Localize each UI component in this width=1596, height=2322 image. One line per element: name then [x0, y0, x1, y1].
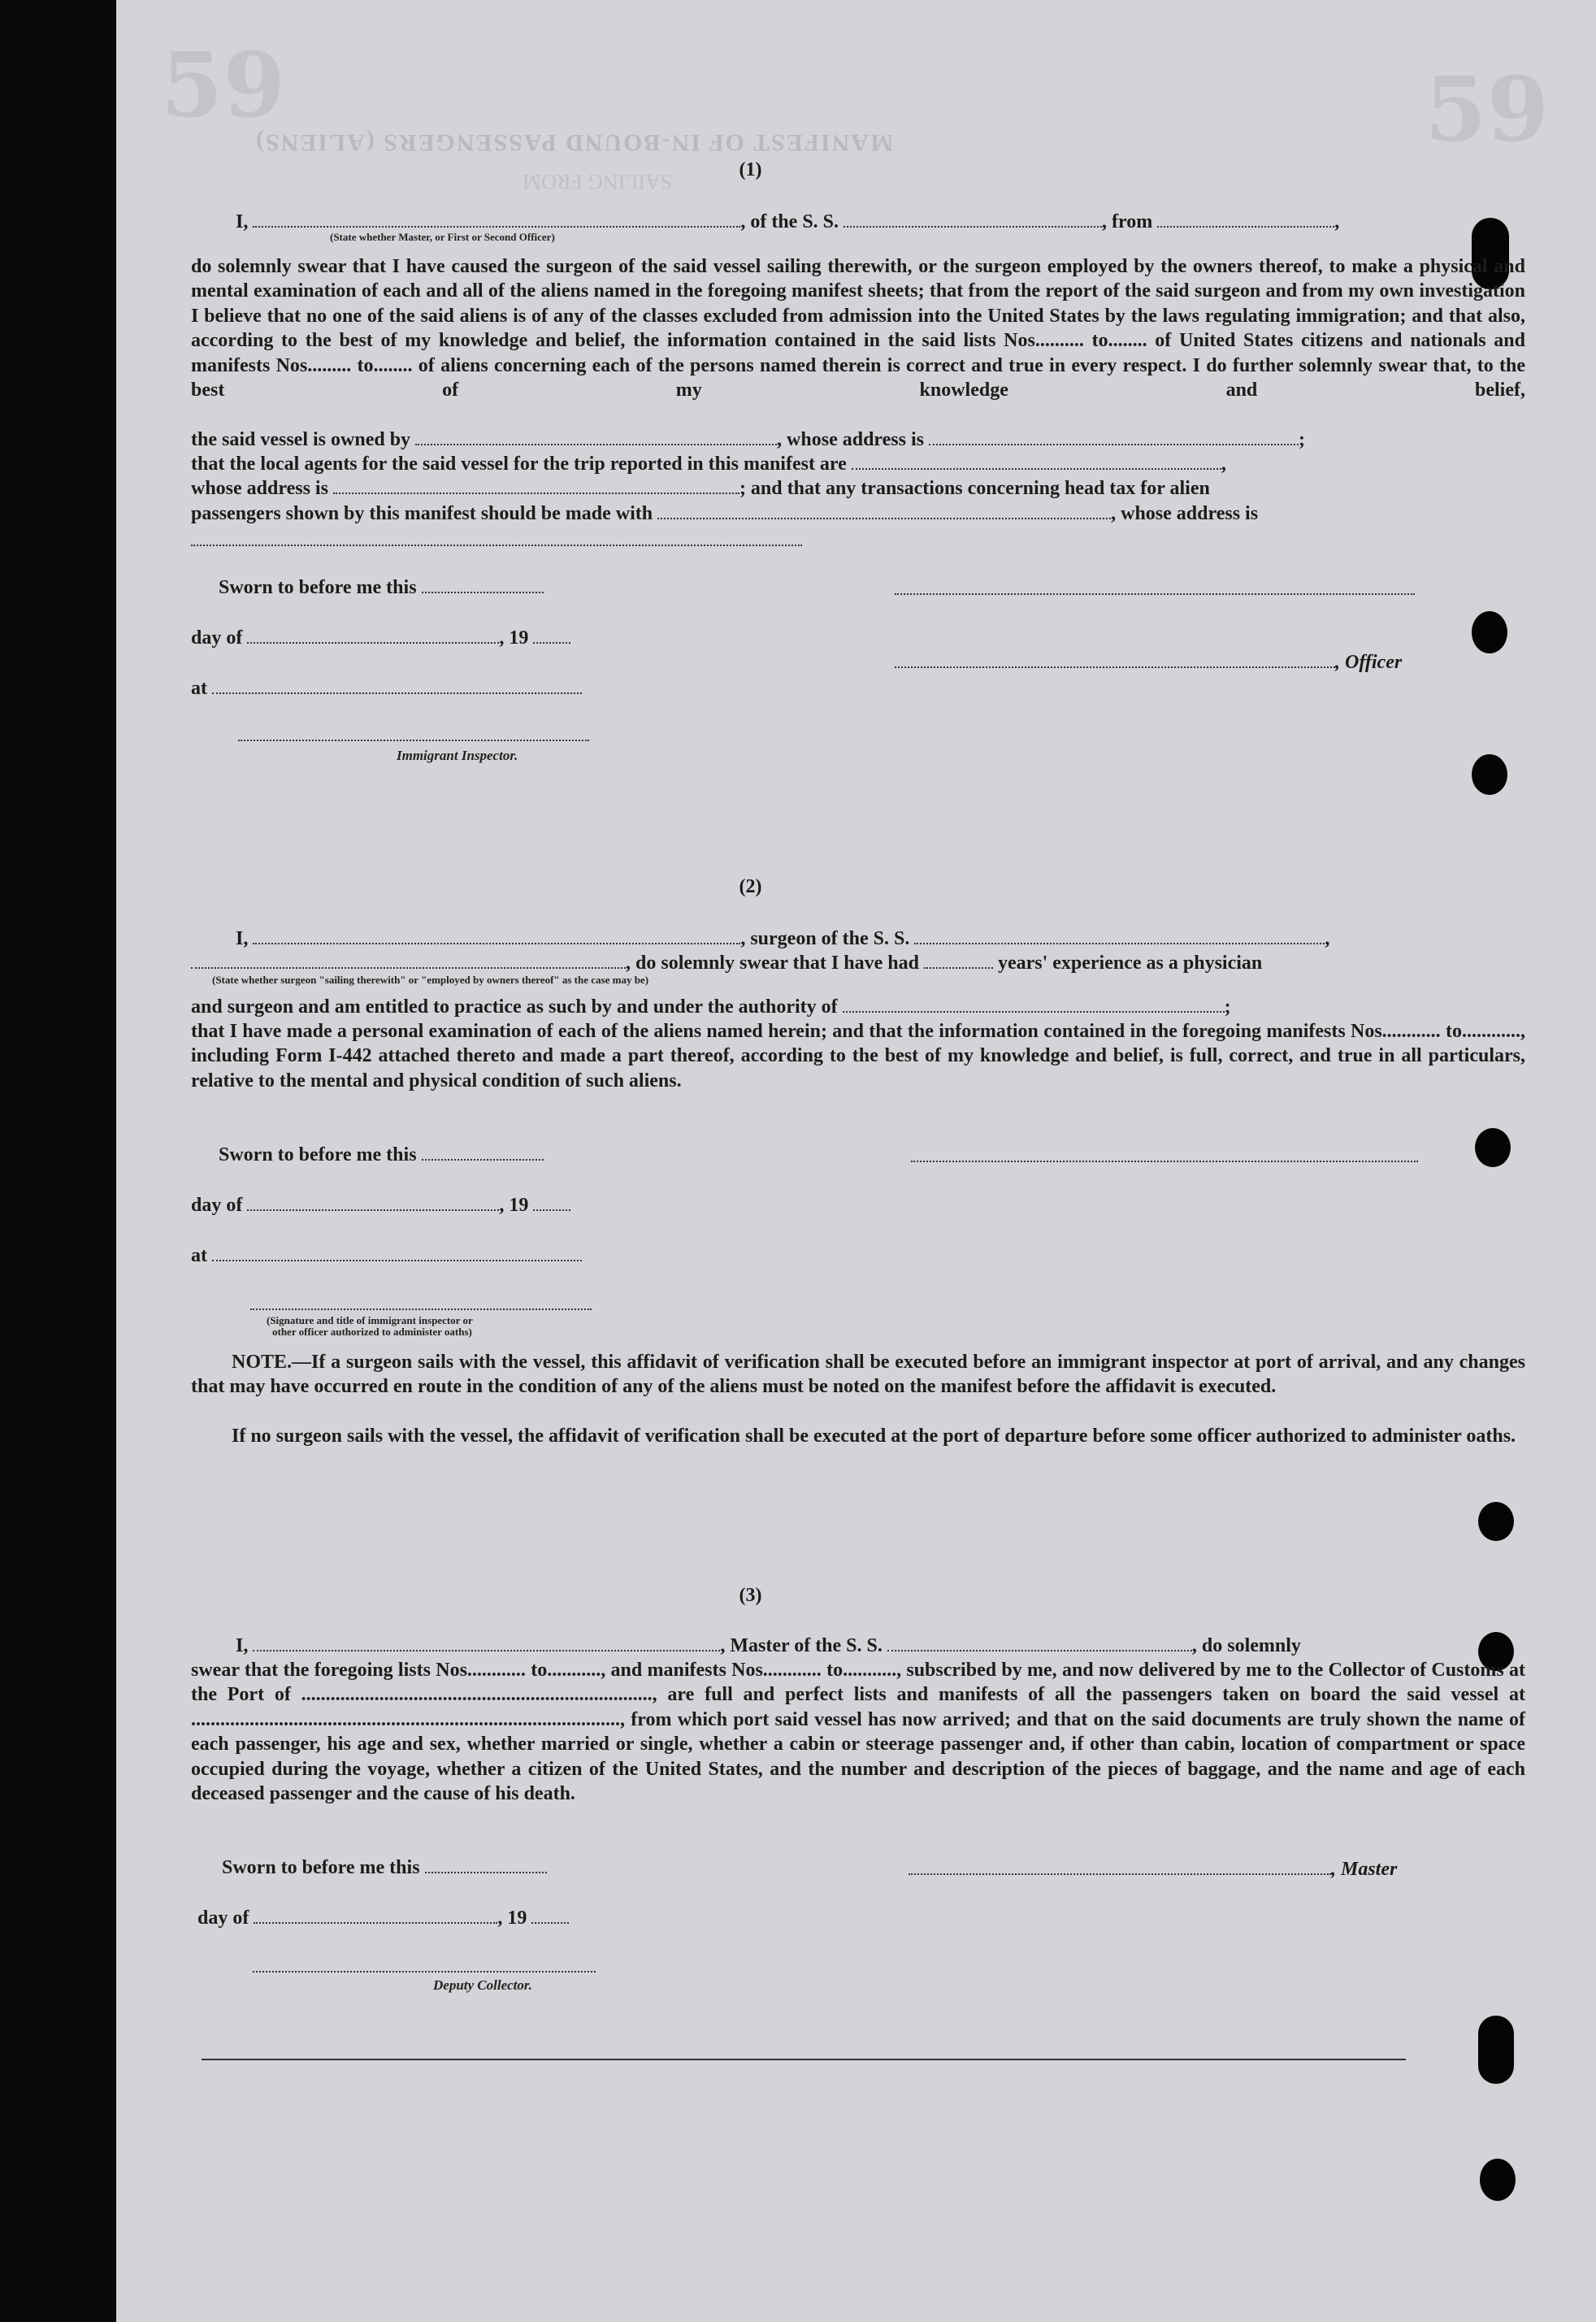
- s3-nineteen: , 19: [497, 1908, 527, 1929]
- s2-do-solemnly: , do solemnly swear that I have had: [626, 953, 919, 974]
- s1-owned-line: the said vessel is owned by , whose address is ;: [191, 429, 1305, 450]
- binder-hole: [1478, 1502, 1514, 1541]
- binder-hole: [1480, 2159, 1516, 2201]
- s2-paragraph: that I have made a personal examination of each of the aliens named herein; and that the information contained in the foregoing manifests Nos............ to............, including Form I-442 attached thereto and made a part thereof, according to the best of my knowledge and belief, is full, correct, and true in all particulars, relative to the mental and physical condition of such aliens.: [191, 1021, 1525, 1092]
- s2-note-2: [191, 1424, 1525, 1448]
- s2-caption: (State whether surgeon "sailing therewith" or "employed by owners thereof" as the case may be): [212, 974, 649, 986]
- s3-collector-rule: [253, 1971, 596, 1973]
- s2-signature-rule: [911, 1161, 1418, 1162]
- s1-owned-by: the said vessel is owned by: [191, 429, 411, 450]
- s3-sworn: Sworn to before me this: [222, 1857, 420, 1878]
- s2-at-line: [191, 1243, 582, 1267]
- s3-master-line: [909, 1857, 1397, 1881]
- s2-years-exp: years' experience as a physician: [997, 953, 1263, 974]
- s2-day-line: [191, 1193, 570, 1217]
- s2-inspector-rule: [250, 1309, 592, 1310]
- s2-i: I,: [236, 928, 249, 949]
- s1-at-line: [191, 676, 582, 700]
- section-3-number: (3): [739, 1585, 762, 1606]
- s1-local-agents: that the local agents for the said vessel for the trip reported in this manifest are: [191, 454, 847, 475]
- s1-of-ss: , of the S. S.: [740, 211, 839, 232]
- section-1-number: (1): [739, 159, 762, 180]
- s1-whose-address-2: whose address is: [191, 478, 328, 499]
- s1-line1: I, , of the S. S. , from ,: [236, 211, 1340, 232]
- s1-agents-line: that the local agents for the said vessel for the trip reported in this manifest are ,: [191, 454, 1226, 475]
- s2-authority: and surgeon and am entitled to practice as such by and under the authority of: [191, 996, 838, 1018]
- s2-day-of: day of: [191, 1195, 243, 1216]
- bottom-rule: [202, 2059, 1406, 2060]
- s1-nineteen: , 19: [499, 627, 529, 649]
- s1-at: at: [191, 678, 207, 699]
- bleed-through-header: MANIFEST OF IN-BOUND PASSENGERS (ALIENS): [254, 129, 894, 156]
- s1-officer: , Officer: [1335, 652, 1403, 673]
- s1-headtax-line: [191, 476, 1210, 500]
- s1-officer-signature-rule: [895, 593, 1415, 595]
- s3-line1: [236, 1634, 1301, 1657]
- s1-inspector-rule: [238, 740, 589, 741]
- binder-hole: [1472, 754, 1507, 795]
- s3-day-of: day of: [197, 1908, 249, 1929]
- s1-head-tax: ; and that any transactions concerning head tax for alien: [739, 478, 1210, 499]
- s2-sig-caption-1: (Signature and title of immigrant inspector or: [267, 1314, 473, 1326]
- s2-sig-caption-2: other officer authorized to administer oaths): [272, 1326, 472, 1338]
- s2-sworn-line: [219, 1143, 544, 1166]
- section-2-number: (2): [739, 876, 762, 897]
- s1-paragraph: do solemnly swear that I have caused the surgeon of the said vessel sailing therewith, or the surgeon employed by the owners thereof, to make a physical and mental examination of each and all of the aliens named in the foregoing manifest sheets; that from the report of the said surgeon and from my own investigation I believe that no one of the said aliens is of any of the classes excluded from admission into the United States by the laws regulating immigration; and that also, according to the best of my knowledge and belief, the information contained in the said lists Nos.......... to........ of United States citizens and nationals and manifests Nos......... to........ of aliens concerning each of the persons named therein is correct and true in every respect. I do further solemnly swear that, to the best of my knowledge and belief,: [191, 256, 1525, 401]
- s2-at: at: [191, 1245, 207, 1266]
- s3-do-solemnly: , do solemnly: [1191, 1635, 1301, 1656]
- s3-master-of: , Master of the S. S.: [720, 1635, 883, 1656]
- s1-address-rule: [191, 545, 802, 546]
- s1-passengers-shown: passengers shown by this manifest should be made with: [191, 503, 653, 524]
- s1-whose-address-3: , whose address is: [1111, 503, 1259, 524]
- s3-paragraph: swear that the foregoing lists Nos............ to..........., and manifests Nos............ to..........., subscribed by me, and now delivered by me to the Collector of Customs at the Port of ........................................................................, are full and perfect lists and manifests of all the passengers taken on board the said vessel at ........................................................................................, from which port said vessel has now arrived; and that on the said documents are truly shown the name of each passenger, his age and sex, whether married or single, whether a cabin or steerage passenger and, if other than cabin, location of compartment or space occupied during the voyage, whether a citizen of the United States, and the number and description of the pieces of baggage, and the name and age of each deceased passenger and the cause of his death.: [191, 1660, 1525, 1805]
- s3-sworn-line: [222, 1855, 547, 1879]
- s1-officer-line: [895, 650, 1402, 674]
- s1-immigrant-inspector: Immigrant Inspector.: [397, 748, 518, 763]
- s1-sworn: Sworn to before me this: [219, 577, 417, 598]
- s3-deputy-collector: Deputy Collector.: [433, 1977, 532, 1993]
- page-number-stamp-right: 59: [1425, 57, 1550, 162]
- s2-authority-line: and surgeon and am entitled to practice as such by and under the authority of ;: [191, 996, 1231, 1018]
- s1-i: I,: [236, 211, 249, 232]
- s1-day-line: [191, 626, 570, 649]
- s2-note-1: [191, 1350, 1525, 1400]
- s1-sworn-line: [219, 575, 544, 599]
- s2-note-1-text: NOTE.—If a surgeon sails with the vessel, this affidavit of verification shall be executed before an immigrant inspector at port of arrival, and any changes that may have occurred en route in the condition of any of the aliens must be noted on the manifest before the affidavit is executed.: [191, 1352, 1525, 1398]
- s1-from: , from: [1102, 211, 1153, 232]
- s1-caption: (State whether Master, or First or Second Officer): [330, 231, 555, 243]
- s2-surgeon-of: , surgeon of the S. S.: [740, 928, 910, 949]
- page-number-stamp-left: 59: [161, 33, 286, 137]
- s1-day-of: day of: [191, 627, 243, 649]
- document-page: [116, 0, 1596, 2322]
- s3-master: , Master: [1331, 1859, 1398, 1880]
- binder-hole: [1472, 611, 1507, 653]
- binder-hole: [1478, 2016, 1514, 2084]
- s1-passengers-line: [191, 501, 1258, 525]
- s2-line2: [191, 951, 1262, 974]
- s3-day-line: [197, 1906, 569, 1929]
- bleed-through-subheader: SAILING FROM: [523, 170, 673, 193]
- s2-note-2-text: If no surgeon sails with the vessel, the affidavit of verification shall be executed at the port of departure before some officer authorized to administer oaths.: [232, 1426, 1516, 1447]
- s1-whose-address: , whose address is: [777, 429, 924, 450]
- binder-hole: [1475, 1128, 1511, 1167]
- s2-nineteen: , 19: [499, 1195, 529, 1216]
- s3-i: I,: [236, 1635, 249, 1656]
- s2-line1: I, , surgeon of the S. S. ,: [236, 928, 1330, 949]
- s2-sworn: Sworn to before me this: [219, 1144, 417, 1165]
